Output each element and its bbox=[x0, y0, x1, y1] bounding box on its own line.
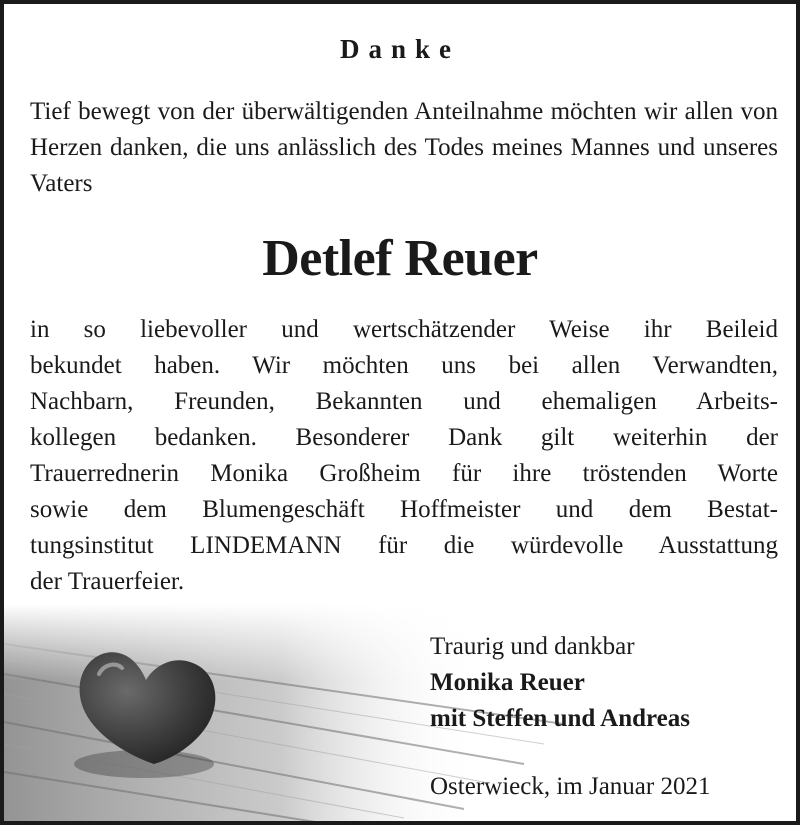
deceased-name: Detlef Reuer bbox=[262, 230, 538, 287]
intro-paragraph: Tief bewegt von der überwältigenden Anteilnahme möchten wir allen von Herzen danken, die uns anlässlich des Todes meines Mannes und unseres Vaters bbox=[30, 98, 778, 197]
signer-family: mit Steffen und Andreas bbox=[430, 705, 690, 732]
paragraph-line: sowie dem Blumengeschäft Hoffmeister und dem Bestat- bbox=[30, 496, 778, 523]
notice-heading: Danke bbox=[339, 34, 460, 64]
paragraph-line: bekundet haben. Wir möchten uns bei allen Verwandten, bbox=[30, 352, 778, 379]
closing-line: Traurig und dankbar bbox=[430, 633, 635, 660]
paragraph-line: Nachbarn, Freunden, Bekannten und ehemaligen Arbeits- bbox=[30, 388, 778, 415]
paragraph-line: tungsinstitut LINDEMANN für die würdevolle Ausstattung bbox=[30, 532, 778, 559]
paragraph-line: Trauerrednerin Monika Großheim für ihre tröstenden Worte bbox=[30, 460, 778, 487]
place-and-date: Osterwieck, im Januar 2021 bbox=[430, 773, 711, 800]
paragraph-line: kollegen bedanken. Besonderer Dank gilt weiterhin der bbox=[30, 424, 778, 451]
signer-name: Monika Reuer bbox=[430, 669, 585, 696]
paragraph-line: der Trauerfeier. bbox=[30, 568, 185, 595]
signature-block bbox=[430, 629, 690, 737]
thanks-paragraph bbox=[30, 312, 778, 600]
paragraph-line: in so liebevoller und wertschätzender Weise ihr Beileid bbox=[30, 316, 778, 343]
